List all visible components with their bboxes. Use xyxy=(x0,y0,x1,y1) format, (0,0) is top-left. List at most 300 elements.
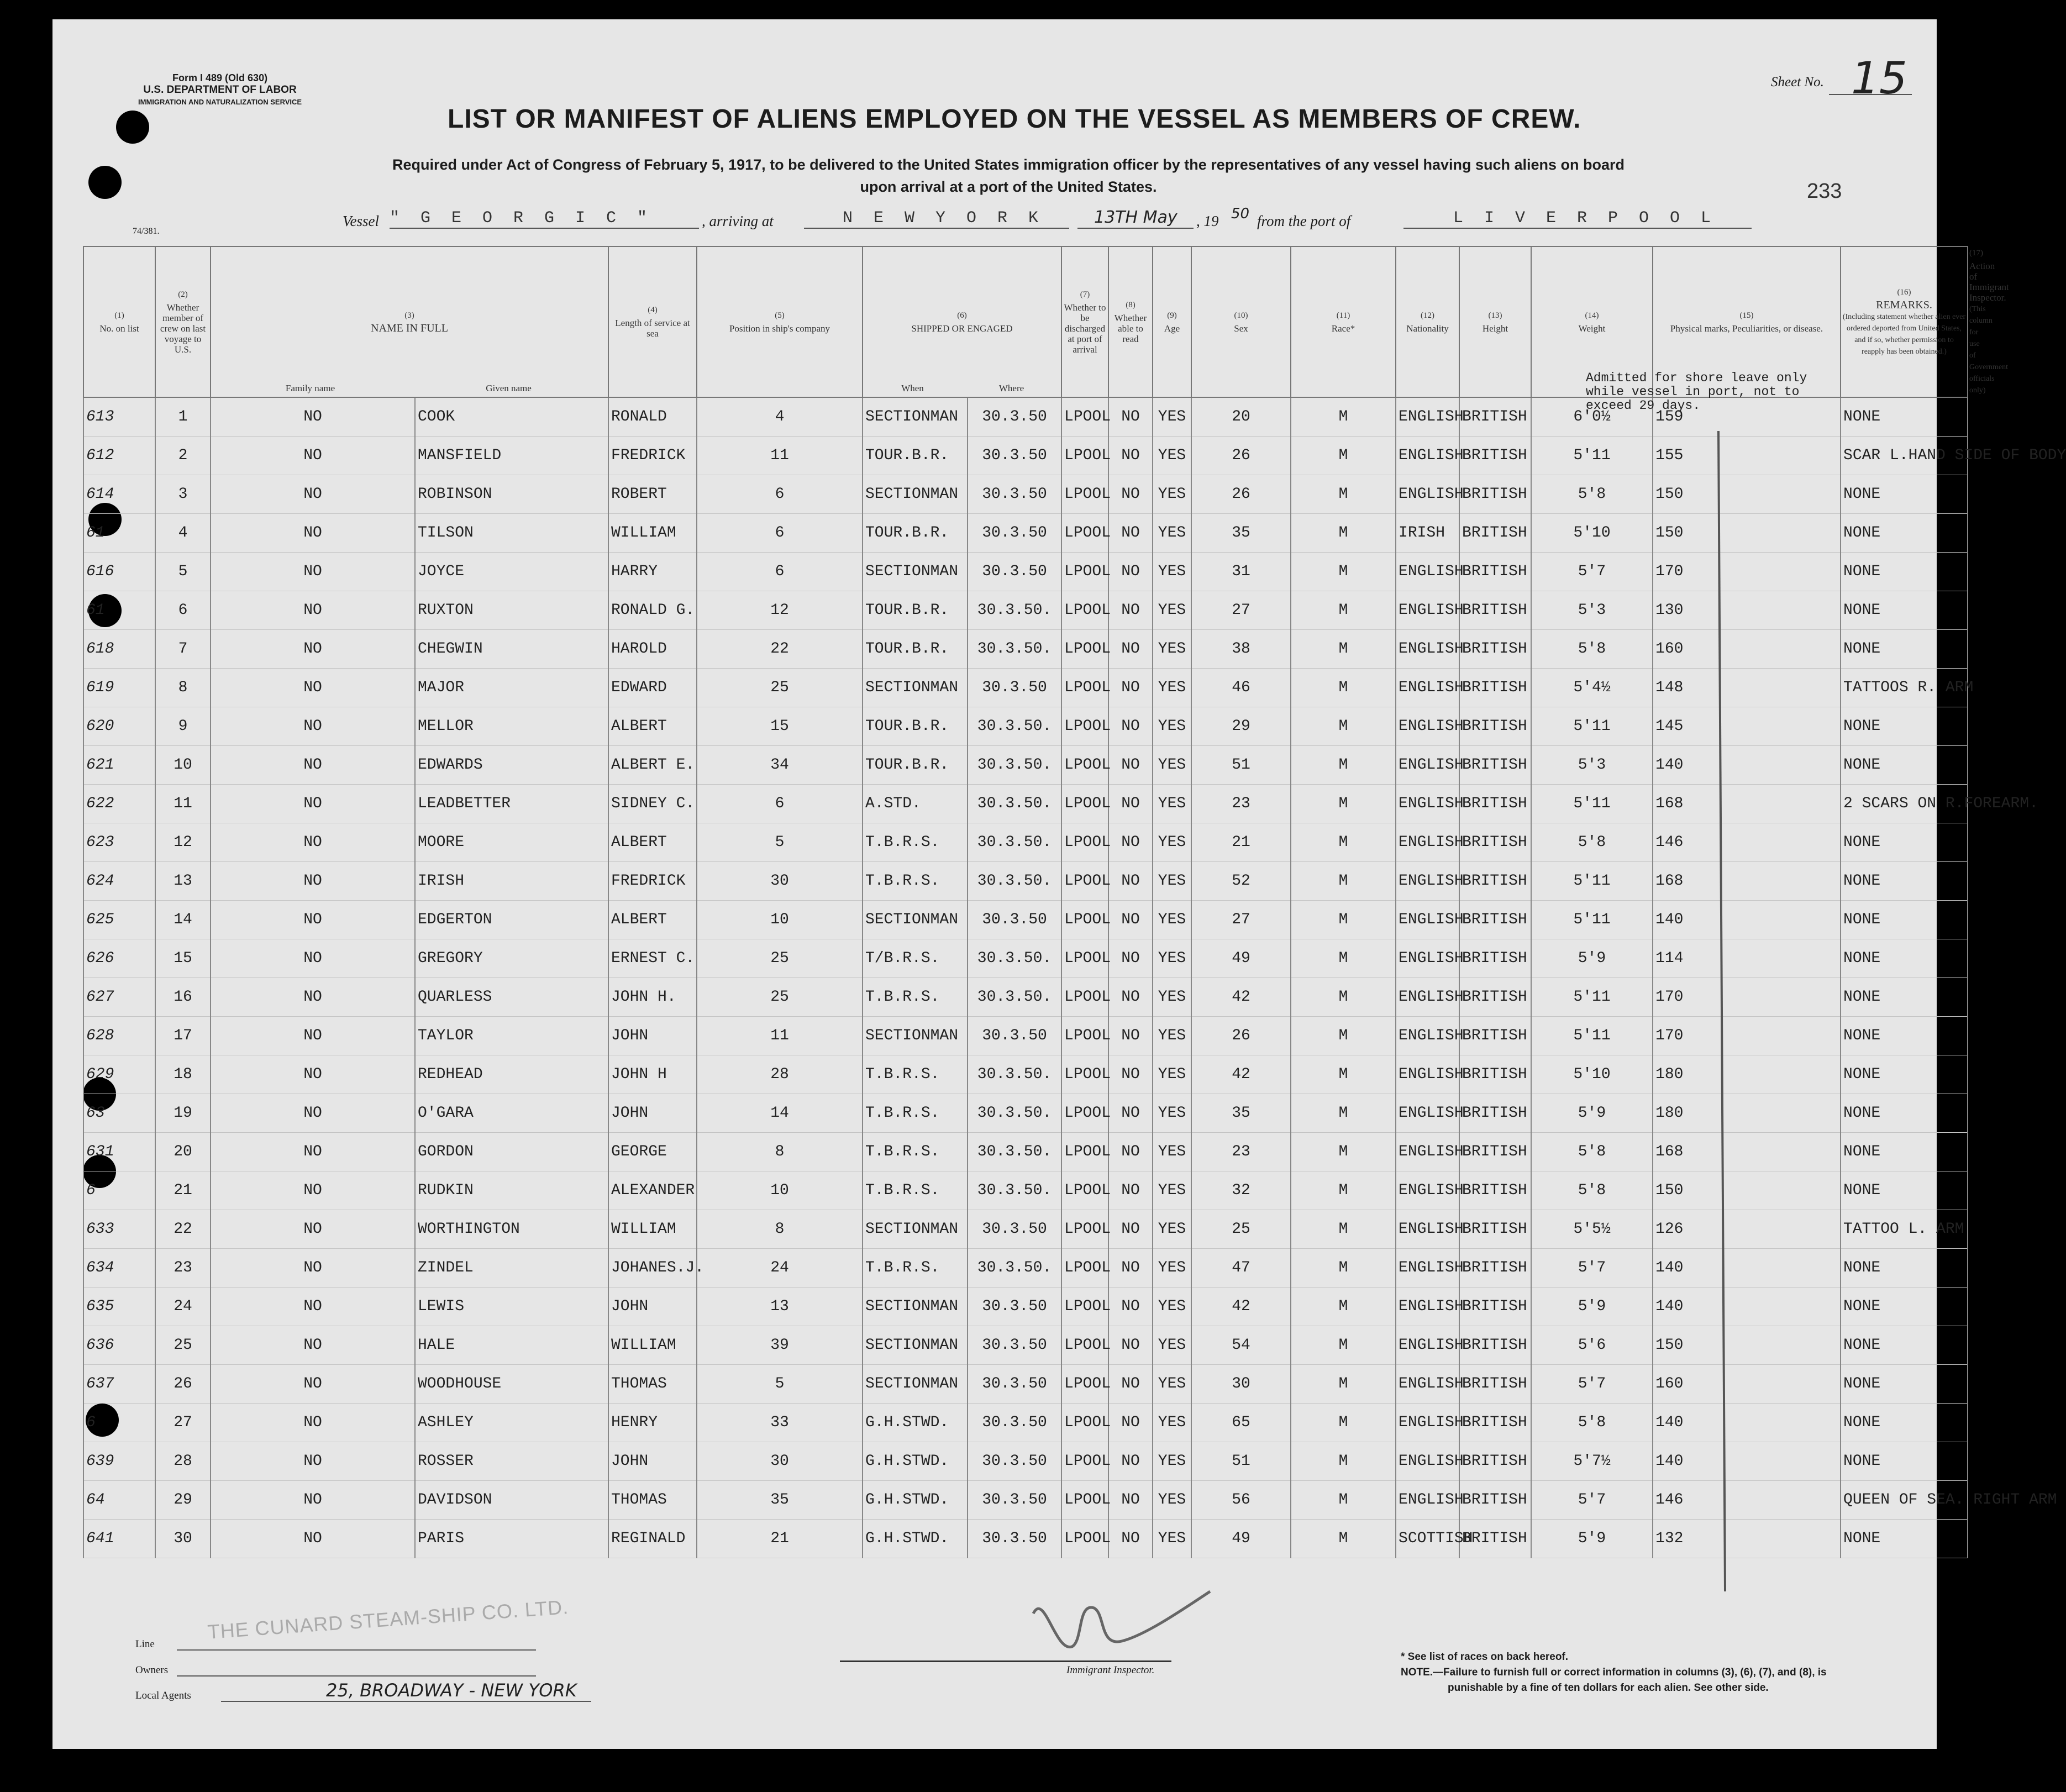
row-discharged: NO xyxy=(1108,397,1153,437)
row-weight: 160 xyxy=(1653,630,1841,669)
row-nationality: BRITISH xyxy=(1459,1171,1531,1210)
row-shipped-where: LPOOL xyxy=(1061,1442,1108,1481)
row-weight: 140 xyxy=(1653,1404,1841,1442)
row-family-name: ROBINSON xyxy=(415,475,608,514)
row-height: 5'8 xyxy=(1531,475,1653,514)
row-position: T.B.R.S. xyxy=(863,1094,968,1133)
arrival-date: 13TH May xyxy=(1094,208,1177,227)
row-weight: 170 xyxy=(1653,1017,1841,1055)
col-given-name: Given name xyxy=(486,383,532,393)
row-given-name: REGINALD xyxy=(608,1520,697,1558)
row-position: TOUR.B.R. xyxy=(863,630,968,669)
table-row xyxy=(83,978,1968,1017)
table-row xyxy=(83,1055,1968,1094)
row-shipped-where: LPOOL xyxy=(1061,397,1108,437)
row-given-name: JOHN H. xyxy=(608,978,697,1017)
row-age: 35 xyxy=(1191,1094,1291,1133)
row-given-name: JOHN H xyxy=(608,1055,697,1094)
row-shipped-where: LPOOL xyxy=(1061,1249,1108,1287)
row-length-service: 8 xyxy=(697,1133,863,1171)
row-shipped-when: 30.3.50. xyxy=(968,862,1061,901)
row-race: SCOTTISH xyxy=(1396,1520,1459,1558)
row-nationality: BRITISH xyxy=(1459,823,1531,862)
row-given-name: ALBERT xyxy=(608,707,697,746)
row-margin-number: 6 xyxy=(83,1171,155,1210)
row-weight: 180 xyxy=(1653,1055,1841,1094)
row-previous-voyage: NO xyxy=(211,1094,415,1133)
table-row xyxy=(83,707,1968,746)
row-weight: 150 xyxy=(1653,514,1841,553)
row-family-name: EDWARDS xyxy=(415,746,608,785)
row-discharged: NO xyxy=(1108,939,1153,978)
row-age: 27 xyxy=(1191,901,1291,939)
row-race: ENGLISH xyxy=(1396,901,1459,939)
form-number: Form I 489 (Old 630) xyxy=(172,72,268,83)
col-weight: (14) Weight xyxy=(1531,246,1653,397)
row-height: 5'11 xyxy=(1531,437,1653,475)
row-physical-marks: NONE xyxy=(1841,1055,1968,1094)
row-able-to-read: YES xyxy=(1153,746,1191,785)
row-shipped-when: 30.3.50 xyxy=(968,669,1061,707)
row-shipped-when: 30.3.50 xyxy=(968,1326,1061,1365)
row-sex: M xyxy=(1291,1481,1396,1520)
row-shipped-when: 30.3.50 xyxy=(968,1210,1061,1249)
row-given-name: WILLIAM xyxy=(608,514,697,553)
row-shipped-when: 30.3.50 xyxy=(968,1404,1061,1442)
row-margin-number: 619 xyxy=(83,669,155,707)
arrival-port: N E W Y O R K xyxy=(843,209,1044,228)
row-length-service: 30 xyxy=(697,862,863,901)
row-position: TOUR.B.R. xyxy=(863,746,968,785)
row-margin-number: 627 xyxy=(83,978,155,1017)
row-previous-voyage: NO xyxy=(211,978,415,1017)
row-sex: M xyxy=(1291,1171,1396,1210)
row-margin-number: 616 xyxy=(83,553,155,591)
row-length-service: 28 xyxy=(697,1055,863,1094)
row-sex: M xyxy=(1291,1249,1396,1287)
page-subtitle xyxy=(332,154,1685,198)
row-shipped-when: 30.3.50. xyxy=(968,707,1061,746)
row-position: SECTIONMAN xyxy=(863,1287,968,1326)
row-sex: M xyxy=(1291,1210,1396,1249)
row-age: 23 xyxy=(1191,785,1291,823)
row-given-name: RONALD xyxy=(608,397,697,437)
col-length-service: (4) Length of service at sea xyxy=(608,246,697,397)
row-family-name: EDGERTON xyxy=(415,901,608,939)
row-given-name: FREDRICK xyxy=(608,437,697,475)
row-sex: M xyxy=(1291,746,1396,785)
row-position: TOUR.B.R. xyxy=(863,437,968,475)
row-length-service: 21 xyxy=(697,1520,863,1558)
row-discharged: NO xyxy=(1108,669,1153,707)
row-discharged: NO xyxy=(1108,475,1153,514)
row-family-name: WOODHOUSE xyxy=(415,1365,608,1404)
row-able-to-read: YES xyxy=(1153,397,1191,437)
row-given-name: HARRY xyxy=(608,553,697,591)
row-able-to-read: YES xyxy=(1153,1249,1191,1287)
row-race: ENGLISH xyxy=(1396,707,1459,746)
row-race: ENGLISH xyxy=(1396,862,1459,901)
row-physical-marks: NONE xyxy=(1841,475,1968,514)
row-number: 5 xyxy=(155,553,211,591)
table-row xyxy=(83,1442,1968,1481)
row-previous-voyage: NO xyxy=(211,1017,415,1055)
row-age: 26 xyxy=(1191,1017,1291,1055)
row-age: 27 xyxy=(1191,591,1291,630)
row-race: ENGLISH xyxy=(1396,1210,1459,1249)
row-previous-voyage: NO xyxy=(211,1481,415,1520)
row-family-name: GREGORY xyxy=(415,939,608,978)
row-given-name: THOMAS xyxy=(608,1481,697,1520)
from-port-label: from the port of xyxy=(1257,213,1351,229)
row-sex: M xyxy=(1291,1287,1396,1326)
row-shipped-where: LPOOL xyxy=(1061,1520,1108,1558)
row-previous-voyage: NO xyxy=(211,1287,415,1326)
col-remarks: (16) REMARKS. (Including statement whether alien ever ordered deported from United States, and if so, whether permission to reapply has been obtained.) xyxy=(1841,246,1968,397)
row-family-name: MELLOR xyxy=(415,707,608,746)
col-nationality: (12) Nationality xyxy=(1396,246,1459,397)
row-age: 51 xyxy=(1191,1442,1291,1481)
row-family-name: ZINDEL xyxy=(415,1249,608,1287)
row-given-name: RONALD G. xyxy=(608,591,697,630)
row-number: 4 xyxy=(155,514,211,553)
row-previous-voyage: NO xyxy=(211,901,415,939)
row-given-name: HAROLD xyxy=(608,630,697,669)
row-shipped-where: LPOOL xyxy=(1061,1017,1108,1055)
agents-address: 25, BROADWAY - NEW YORK xyxy=(326,1680,577,1701)
row-family-name: TAYLOR xyxy=(415,1017,608,1055)
row-nationality: BRITISH xyxy=(1459,939,1531,978)
row-position: SECTIONMAN xyxy=(863,553,968,591)
row-weight: 150 xyxy=(1653,1326,1841,1365)
row-length-service: 39 xyxy=(697,1326,863,1365)
row-family-name: JOYCE xyxy=(415,553,608,591)
row-position: SECTIONMAN xyxy=(863,397,968,437)
row-previous-voyage: NO xyxy=(211,553,415,591)
row-position: SECTIONMAN xyxy=(863,901,968,939)
row-family-name: ROSSER xyxy=(415,1442,608,1481)
row-height: 5'9 xyxy=(1531,1287,1653,1326)
row-shipped-when: 30.3.50 xyxy=(968,901,1061,939)
row-physical-marks: NONE xyxy=(1841,630,1968,669)
row-height: 5'7 xyxy=(1531,1481,1653,1520)
row-previous-voyage: NO xyxy=(211,669,415,707)
row-position: G.H.STWD. xyxy=(863,1404,968,1442)
row-race: ENGLISH xyxy=(1396,1171,1459,1210)
row-able-to-read: YES xyxy=(1153,901,1191,939)
row-number: 27 xyxy=(155,1404,211,1442)
row-nationality: BRITISH xyxy=(1459,746,1531,785)
row-previous-voyage: NO xyxy=(211,1442,415,1481)
row-race: ENGLISH xyxy=(1396,630,1459,669)
subtitle-line-2: upon arrival at a port of the United States. xyxy=(860,178,1157,195)
row-physical-marks: NONE xyxy=(1841,1133,1968,1171)
row-age: 42 xyxy=(1191,978,1291,1017)
row-family-name: MANSFIELD xyxy=(415,437,608,475)
row-family-name: HALE xyxy=(415,1326,608,1365)
table-row xyxy=(83,823,1968,862)
row-shipped-when: 30.3.50. xyxy=(968,591,1061,630)
race-note: * See list of races on back hereof. xyxy=(1401,1651,1569,1663)
row-position: T.B.R.S. xyxy=(863,1133,968,1171)
row-discharged: NO xyxy=(1108,1520,1153,1558)
row-sex: M xyxy=(1291,785,1396,823)
row-given-name: FREDRICK xyxy=(608,862,697,901)
row-shipped-when: 30.3.50 xyxy=(968,437,1061,475)
row-shipped-where: LPOOL xyxy=(1061,1133,1108,1171)
row-position: SECTIONMAN xyxy=(863,475,968,514)
row-family-name: CHEGWIN xyxy=(415,630,608,669)
row-weight: 140 xyxy=(1653,1249,1841,1287)
row-height: 5'7½ xyxy=(1531,1442,1653,1481)
row-previous-voyage: NO xyxy=(211,1055,415,1094)
row-shipped-where: LPOOL xyxy=(1061,1326,1108,1365)
row-number: 16 xyxy=(155,978,211,1017)
row-race: ENGLISH xyxy=(1396,1133,1459,1171)
table-header-row: (1) No. on list (2) Whether member of crew on last voyage to U.S. (3) NAME IN FULL Family name Given name (4) Length of service at sea (5) Position in ship's company (6) SHIPPED OR ENGAGED When Where (7) Whether to be discharged at port of arrival (8) Whether able to read (9) Age (10) Sex (11) Race* (12) Nationality (13) Height (14) Weight (15) Physical marks, Peculiarities, or disease. (16) REMARKS. (Including statement whether alien ever ordered deported from United States, and if so, whether permission to reapply has been obtained.) (17) Action of Immigrant Inspector. (This column for use of Government officials only) xyxy=(83,246,1968,397)
table-row xyxy=(83,1520,1968,1558)
row-physical-marks: NONE xyxy=(1841,707,1968,746)
row-number: 10 xyxy=(155,746,211,785)
row-previous-voyage: NO xyxy=(211,1133,415,1171)
row-race: ENGLISH xyxy=(1396,1055,1459,1094)
row-margin-number: 61 xyxy=(83,591,155,630)
row-length-service: 6 xyxy=(697,514,863,553)
row-nationality: BRITISH xyxy=(1459,785,1531,823)
col-discharged: (7) Whether to be discharged at port of arrival xyxy=(1061,246,1108,397)
row-able-to-read: YES xyxy=(1153,1404,1191,1442)
row-number: 15 xyxy=(155,939,211,978)
row-given-name: JOHN xyxy=(608,1017,697,1055)
row-race: ENGLISH xyxy=(1396,1404,1459,1442)
row-able-to-read: YES xyxy=(1153,514,1191,553)
row-previous-voyage: NO xyxy=(211,862,415,901)
row-discharged: NO xyxy=(1108,1442,1153,1481)
row-discharged: NO xyxy=(1108,1404,1153,1442)
row-race: ENGLISH xyxy=(1396,591,1459,630)
row-physical-marks: NONE xyxy=(1841,1017,1968,1055)
penalty-note-2: punishable by a fine of ten dollars for each alien. See other side. xyxy=(1448,1682,1769,1694)
row-weight: 140 xyxy=(1653,1287,1841,1326)
row-nationality: BRITISH xyxy=(1459,862,1531,901)
row-position: T.B.R.S. xyxy=(863,823,968,862)
row-race: ENGLISH xyxy=(1396,1287,1459,1326)
row-nationality: BRITISH xyxy=(1459,1481,1531,1520)
row-shipped-where: LPOOL xyxy=(1061,1171,1108,1210)
row-margin-number: 64 xyxy=(83,1481,155,1520)
row-margin-number: 614 xyxy=(83,475,155,514)
row-age: 47 xyxy=(1191,1249,1291,1287)
row-margin-number: 636 xyxy=(83,1326,155,1365)
row-position: T.B.R.S. xyxy=(863,1249,968,1287)
row-margin-number: 625 xyxy=(83,901,155,939)
row-shipped-where: LPOOL xyxy=(1061,1287,1108,1326)
row-given-name: JOHN xyxy=(608,1287,697,1326)
row-margin-number: 6 xyxy=(83,1404,155,1442)
row-given-name: SIDNEY C. xyxy=(608,785,697,823)
row-number: 20 xyxy=(155,1133,211,1171)
row-able-to-read: YES xyxy=(1153,862,1191,901)
row-sex: M xyxy=(1291,823,1396,862)
row-margin-number: 61 xyxy=(83,514,155,553)
row-sex: M xyxy=(1291,591,1396,630)
row-number: 23 xyxy=(155,1249,211,1287)
row-weight: 140 xyxy=(1653,901,1841,939)
row-height: 5'11 xyxy=(1531,901,1653,939)
row-sex: M xyxy=(1291,1404,1396,1442)
row-weight: 132 xyxy=(1653,1520,1841,1558)
row-discharged: NO xyxy=(1108,746,1153,785)
row-given-name: ALBERT E. xyxy=(608,746,697,785)
row-length-service: 11 xyxy=(697,437,863,475)
row-position: SECTIONMAN xyxy=(863,1210,968,1249)
row-height: 5'3 xyxy=(1531,591,1653,630)
row-nationality: BRITISH xyxy=(1459,1404,1531,1442)
row-shipped-where: LPOOL xyxy=(1061,1094,1108,1133)
row-shipped-when: 30.3.50 xyxy=(968,1287,1061,1326)
row-shipped-where: LPOOL xyxy=(1061,630,1108,669)
row-shipped-when: 30.3.50. xyxy=(968,1055,1061,1094)
row-sex: M xyxy=(1291,1442,1396,1481)
row-physical-marks: NONE xyxy=(1841,591,1968,630)
row-family-name: LEADBETTER xyxy=(415,785,608,823)
row-height: 5'7 xyxy=(1531,1249,1653,1287)
row-height: 5'7 xyxy=(1531,553,1653,591)
row-physical-marks: NONE xyxy=(1841,1520,1968,1558)
row-able-to-read: YES xyxy=(1153,939,1191,978)
row-nationality: BRITISH xyxy=(1459,1365,1531,1404)
row-shipped-where: LPOOL xyxy=(1061,1365,1108,1404)
row-discharged: NO xyxy=(1108,1171,1153,1210)
row-nationality: BRITISH xyxy=(1459,1249,1531,1287)
row-margin-number: 613 xyxy=(83,397,155,437)
row-physical-marks: NONE xyxy=(1841,862,1968,901)
row-family-name: REDHEAD xyxy=(415,1055,608,1094)
row-length-service: 25 xyxy=(697,939,863,978)
row-shipped-when: 30.3.50. xyxy=(968,746,1061,785)
row-physical-marks: NONE xyxy=(1841,1287,1968,1326)
row-family-name: MAJOR xyxy=(415,669,608,707)
row-able-to-read: YES xyxy=(1153,1442,1191,1481)
sheet-label: Sheet No. xyxy=(1771,75,1824,90)
row-number: 13 xyxy=(155,862,211,901)
row-shipped-when: 30.3.50. xyxy=(968,1094,1061,1133)
row-age: 49 xyxy=(1191,939,1291,978)
col-no: (1) No. on list xyxy=(83,246,155,397)
row-age: 29 xyxy=(1191,707,1291,746)
year-prefix: , 19 xyxy=(1196,213,1219,229)
row-discharged: NO xyxy=(1108,785,1153,823)
row-shipped-when: 30.3.50. xyxy=(968,1171,1061,1210)
row-position: TOUR.B.R. xyxy=(863,707,968,746)
row-position: SECTIONMAN xyxy=(863,669,968,707)
row-able-to-read: YES xyxy=(1153,669,1191,707)
row-given-name: THOMAS xyxy=(608,1365,697,1404)
row-family-name: TILSON xyxy=(415,514,608,553)
row-weight: 150 xyxy=(1653,1171,1841,1210)
row-weight: 168 xyxy=(1653,1133,1841,1171)
row-able-to-read: YES xyxy=(1153,475,1191,514)
row-family-name: RUXTON xyxy=(415,591,608,630)
row-family-name: PARIS xyxy=(415,1520,608,1558)
row-height: 5'9 xyxy=(1531,1520,1653,1558)
row-physical-marks: QUEEN OF SEA. RIGHT ARM xyxy=(1841,1481,1968,1520)
row-weight: 170 xyxy=(1653,553,1841,591)
row-able-to-read: YES xyxy=(1153,1365,1191,1404)
row-height: 5'8 xyxy=(1531,1404,1653,1442)
table-row xyxy=(83,1017,1968,1055)
row-margin-number: 641 xyxy=(83,1520,155,1558)
row-family-name: QUARLESS xyxy=(415,978,608,1017)
row-family-name: GORDON xyxy=(415,1133,608,1171)
row-age: 35 xyxy=(1191,514,1291,553)
row-able-to-read: YES xyxy=(1153,1210,1191,1249)
row-age: 21 xyxy=(1191,823,1291,862)
row-age: 38 xyxy=(1191,630,1291,669)
row-family-name: MOORE xyxy=(415,823,608,862)
row-given-name: ALBERT xyxy=(608,901,697,939)
row-previous-voyage: NO xyxy=(211,1171,415,1210)
row-discharged: NO xyxy=(1108,553,1153,591)
row-discharged: NO xyxy=(1108,1287,1153,1326)
row-length-service: 5 xyxy=(697,823,863,862)
row-shipped-when: 30.3.50. xyxy=(968,939,1061,978)
row-age: 51 xyxy=(1191,746,1291,785)
row-physical-marks: NONE xyxy=(1841,1094,1968,1133)
row-weight: 114 xyxy=(1653,939,1841,978)
row-position: T.B.R.S. xyxy=(863,1055,968,1094)
row-sex: M xyxy=(1291,630,1396,669)
row-weight: 160 xyxy=(1653,1365,1841,1404)
row-physical-marks: NONE xyxy=(1841,823,1968,862)
sheet-number: 15 xyxy=(1851,52,1907,104)
row-weight: 140 xyxy=(1653,746,1841,785)
row-race: ENGLISH xyxy=(1396,1365,1459,1404)
row-number: 24 xyxy=(155,1287,211,1326)
subtitle-line-1: Required under Act of Congress of February 5, 1917, to be delivered to the United States immigration officer by the representatives of any vessel having such aliens on board xyxy=(392,156,1625,173)
row-position: T.B.R.S. xyxy=(863,978,968,1017)
row-age: 42 xyxy=(1191,1055,1291,1094)
row-sex: M xyxy=(1291,1520,1396,1558)
row-age: 26 xyxy=(1191,437,1291,475)
row-physical-marks: NONE xyxy=(1841,1171,1968,1210)
row-weight: 148 xyxy=(1653,669,1841,707)
row-number: 25 xyxy=(155,1326,211,1365)
table-row xyxy=(83,437,1968,475)
row-shipped-when: 30.3.50 xyxy=(968,1017,1061,1055)
row-nationality: BRITISH xyxy=(1459,1520,1531,1558)
table-row xyxy=(83,862,1968,901)
row-weight: 180 xyxy=(1653,1094,1841,1133)
shore-leave-remark: Admitted for shore leave only while vessel in port, not to exceed 29 days. xyxy=(1586,371,1807,413)
row-number: 14 xyxy=(155,901,211,939)
row-discharged: NO xyxy=(1108,630,1153,669)
row-able-to-read: YES xyxy=(1153,1481,1191,1520)
row-margin-number: 618 xyxy=(83,630,155,669)
row-able-to-read: YES xyxy=(1153,978,1191,1017)
page-number: 233 xyxy=(1807,180,1842,203)
row-number: 18 xyxy=(155,1055,211,1094)
row-sex: M xyxy=(1291,1055,1396,1094)
row-given-name: ROBERT xyxy=(608,475,697,514)
row-previous-voyage: NO xyxy=(211,746,415,785)
row-race: ENGLISH xyxy=(1396,1249,1459,1287)
row-race: ENGLISH xyxy=(1396,1094,1459,1133)
row-age: 26 xyxy=(1191,475,1291,514)
col-when: When xyxy=(901,383,924,393)
row-family-name: WORTHINGTON xyxy=(415,1210,608,1249)
row-margin-number: 629 xyxy=(83,1055,155,1094)
